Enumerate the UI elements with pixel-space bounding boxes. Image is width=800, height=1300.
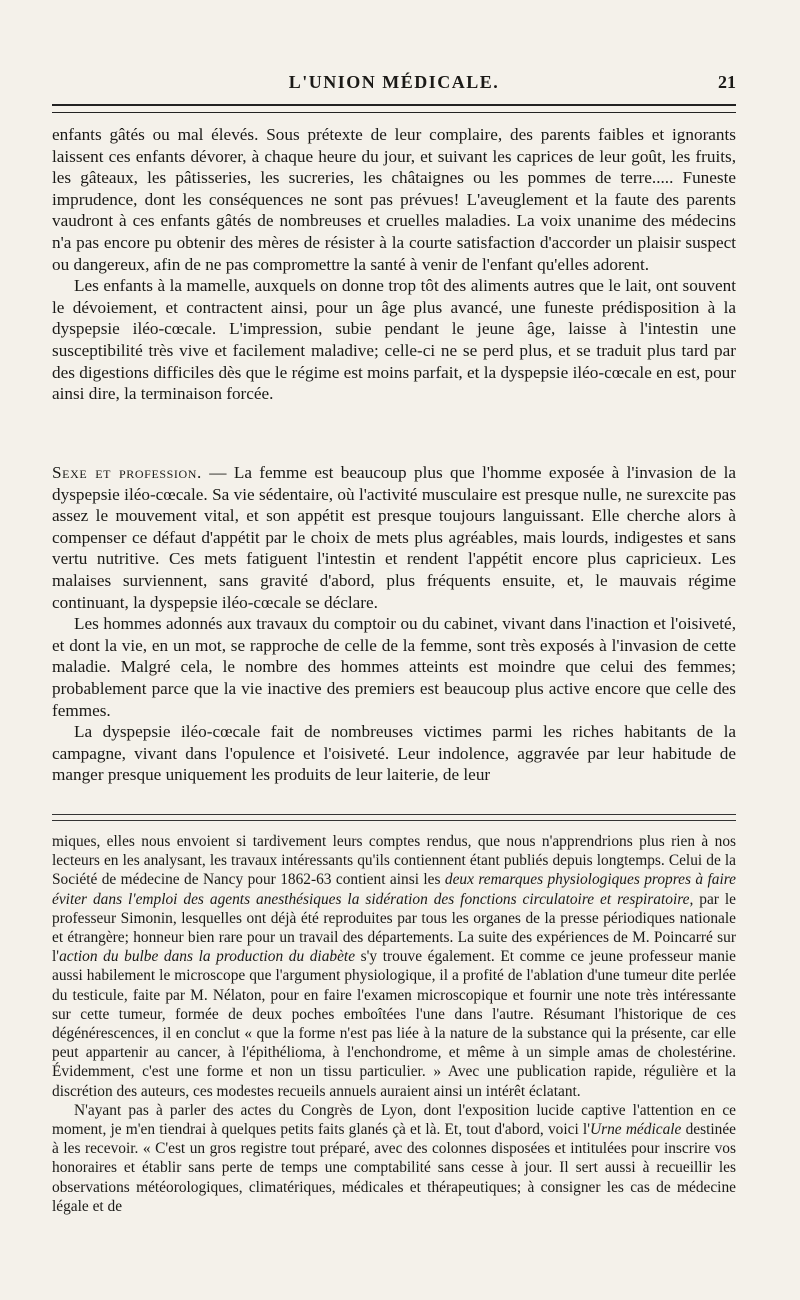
feuilleton-rule-bottom [52,820,736,821]
page-header [52,72,736,102]
feuilleton-text: miques, elles nous envoient si tardivement leurs comptes rendus, que nous n'apprendrions plus rien à nos lecteurs en les analysant, les travaux intéressants qu'ils contiennent étant publiés depuis longtemps. Celui de la Société de médecine de Nancy pour 1862-63 contient ainsi les [52,833,736,889]
feuilleton-text: destinée à les recevoir. « C'est un gros registre tout préparé, avec des colonnes disposées et intitulées pour inscrire vos honoraires et établir sans perte de temps une comptabilité sans cesse à jour. Il sert aussi à recueillir les observations météorologiques, climatériques, médicales et thérapeutiques; à consigner les cas de médecine légale et de [52,1121,737,1215]
feuilleton-text: s'y trouve également. Et comme ce jeune professeur manie aussi habilement le microscope que l'argument physiologique, il a profité de l'ablation d'une tumeur dite perlée du testicule, faite par M. Nélaton, pour en faire l'examen microscopique et fournir une note très intéressante sur cette tumeur, formée de deux poches emboîtées l'une dans l'autre. Résumant l'historique de ces dégénérescences, il en conclut « que la forme n'est pas liée à la nature de la substance qui la présente, car elle peut appartenir au cancer, à l'épithélioma, à l'enchondrome, et même à un simple amas de cholestérine. Évidemment, c'est une forme et non un tissu particulier. » Avec une publication rapide, régulière et la discrétion des auteurs, ces modestes recueils annuels auraient ainsi un intérêt éclatant. [52,948,736,1100]
paragraph [52,462,736,613]
running-head: L'UNION MÉDICALE. [288,72,500,92]
header-rule [52,104,736,113]
feuilleton-column [52,832,736,1216]
feuilleton-italic-title: Urne médicale [589,1121,682,1139]
paragraph: La dyspepsie iléo-cœcale fait de nombreuses victimes parmi les riches habitants de la campagne, vivant dans l'opulence et l'oisiveté. Leur indolence, aggravée par leur habitude de manger presque uniquement les produits de leur laiterie, de leur [52,722,736,785]
feuilleton-text: N'ayant pas à parler des actes du Congrès de Lyon, dont l'exposition lucide captive l'attention en ce moment, je m'en tiendrai à quelques petits faits glanés çà et là. Et, tout d'abord, voici l' [52,1101,736,1139]
feuilleton-italic-title: deux remarques physiologiques propres à faire éviter dans l'emploi des agents anesthésiques la sidération des fonctions circulatoire et respiratoire, [52,871,736,908]
page-number: 21 [718,72,736,92]
article-section-sex-profession [52,462,736,786]
feuilleton-paragraph [52,832,736,1101]
feuilleton-paragraph [52,1101,736,1216]
paragraph: Les hommes adonnés aux travaux du comptoir ou du cabinet, vivant dans l'inaction et l'oisiveté, et dont la vie, en un mot, se rapproche de celle de la femme, sont très exposés à l'invasion de cette maladie. Malgré cela, le nombre des hommes atteints est moindre que celui des femmes; probablement parce que la vie inactive des premiers est beaucoup plus active encore que celle des femmes. [52,614,736,720]
article-section-diet [52,124,736,405]
feuilleton-rule-top [52,814,736,815]
paragraph-text: — La femme est beaucoup plus que l'homme exposée à l'invasion de la dyspepsie iléo-cœcale. Sa vie sédentaire, où l'activité musculaire est presque nulle, ne surexcite pas assez le mouvement vital, et son appétit est presque toujours languissant. Elle cherche alors à compenser ce défaut d'appétit par le choix de mets plus agréables, mais lourds, indigestes et sans vertu nutritive. Ces mets fatiguent l'intestin et rendent l'appétit encore plus capricieux. Les malaises surviennent, sans gravité d'abord, plus fréquents ensuite, et, le mauvais régime continuant, la dyspepsie iléo-cœcale se déclare. [52,463,736,612]
section-heading: Sexe et profession. [52,463,202,482]
paragraph: enfants gâtés ou mal élevés. Sous prétexte de leur complaire, des parents faibles et ignorants laissent ces enfants dévorer, à chaque heure du jour, et suivant les caprices de leur goût, les fruits, les gâteaux, les pâtisseries, les sucreries, les châtaignes ou les pommes de terre..... Funeste imprudence, dont les conséquences ne sont pas prévues! L'aveuglement et la faute des parents vaudront à ces enfants gâtés de nombreuses et cruelles maladies. La voix unanime des médecins n'a pas encore pu obtenir des mères de résister à la courte satisfaction d'accorder un plaisir suspect ou dangereux, afin de ne pas compromettre la santé à venir de l'enfant qu'elles adorent. [52,125,736,274]
feuilleton-italic-title: action du bulbe dans la production du diabète [59,948,356,966]
paragraph: Les enfants à la mamelle, auxquels on donne trop tôt des aliments autres que le lait, ont souvent le dévoiement, et contractent ainsi, pour un âge plus avancé, une funeste prédisposition à la dyspepsie iléo-cœcale. L'impression, subie pendant le jeune âge, laisse à l'intestin une susceptibilité très vive et facilement maladive; celle-ci ne se perd plus, et se traduit plus tard par des digestions difficiles dès que le régime est moins parfait, et la dyspepsie iléo-cœcale en est, pour ainsi dire, la terminaison forcée. [52,276,736,404]
feuilleton-text: par le professeur Simonin, lesquelles ont déjà été reproduites par tous les organes de la presse périodiques nationale et étrangère; honneur bien rare pour un travail des départements. La suite des expériences de M. Poincarré sur l' [52,890,736,966]
